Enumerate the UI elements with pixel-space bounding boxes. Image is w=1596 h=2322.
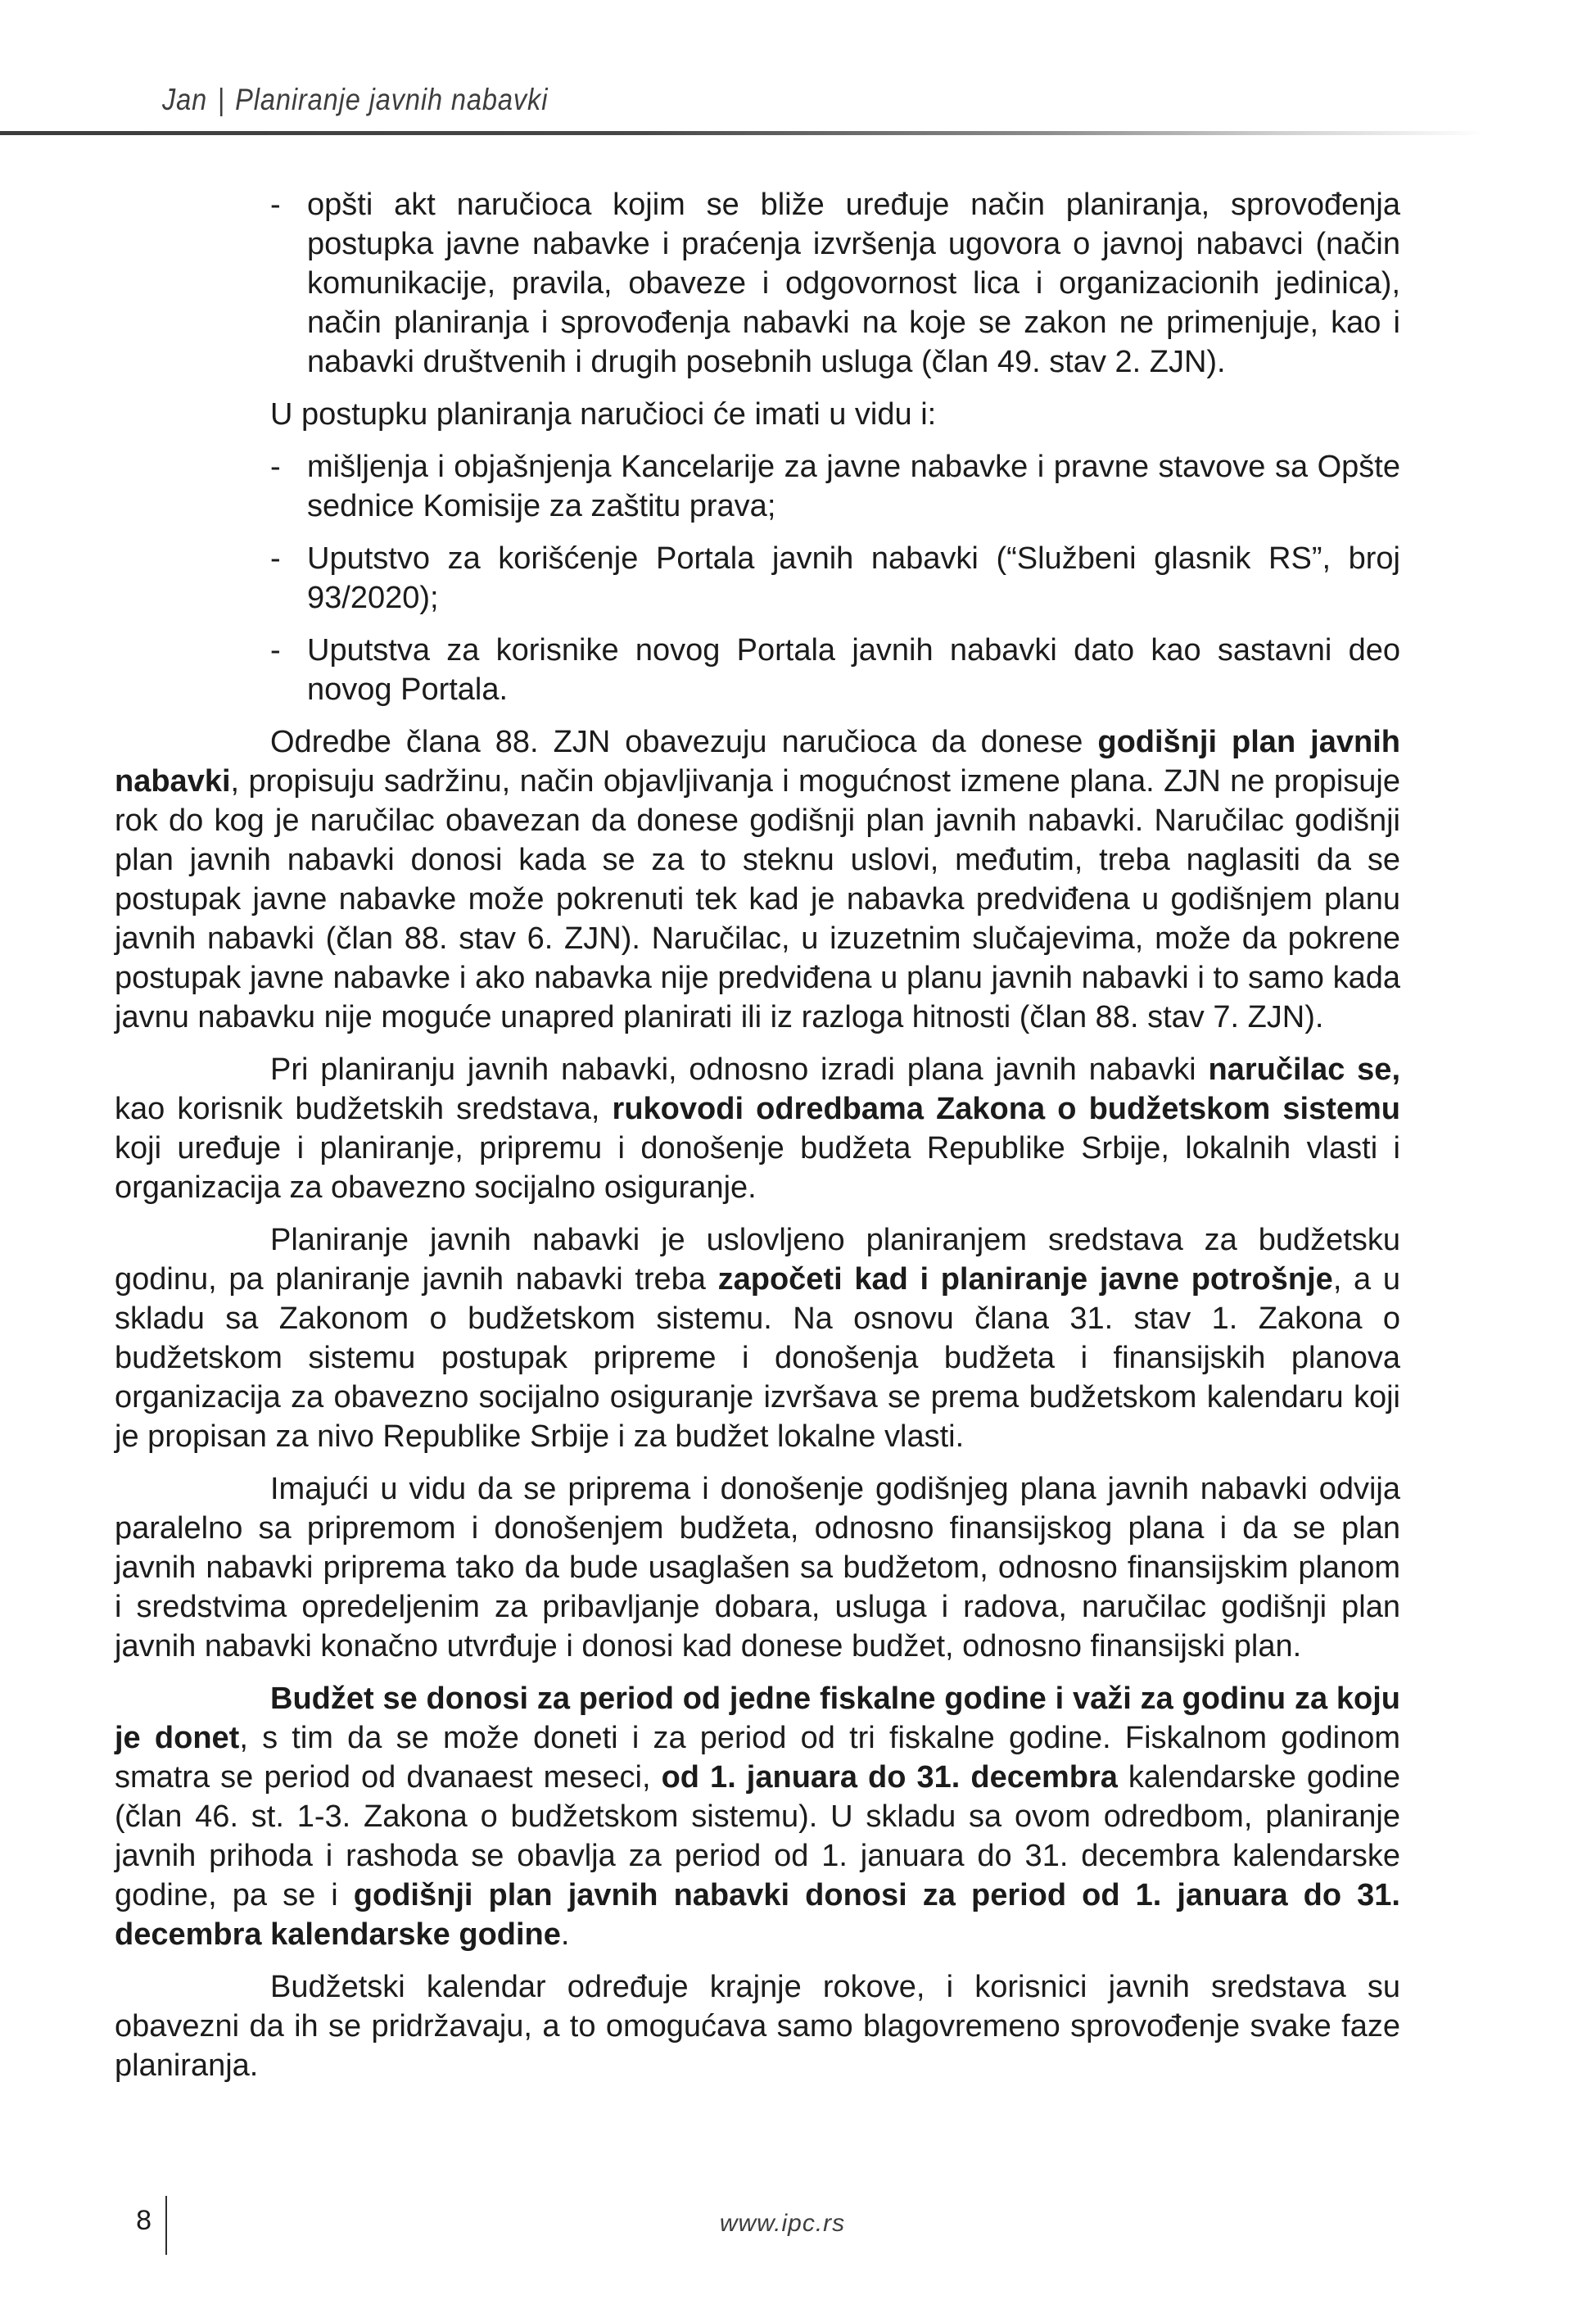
list-item bbox=[115, 185, 1400, 382]
header-separator: | bbox=[217, 83, 225, 116]
paragraph: Budžet se donosi za period od jedne fiskalne godine i važi za godinu za koju je donet, s tim da se može doneti i za period od tri fiskalne godine. Fiskalnom godinom smatra se period od dvanaest meseci, od 1. januara do 31. decembra kalendarske godine (član 46. st. 1-3. Zakona o budžetskom sistemu). U skladu sa ovom odredbom, planiranje javnih prihoda i rashoda se obavlja za period od 1. januara do 31. decembra kalendarske godine, pa se i godišnji plan javnih nabavki donosi za period od 1. januara do 31. decembra kalendarske godine. bbox=[115, 1682, 1400, 1952]
bullet-text: Uputstvo za korišćenje Portala javnih nabavki (“Službeni glasnik RS”, broj 93/2020); bbox=[307, 541, 1400, 615]
bullet-dash: - bbox=[270, 633, 281, 668]
paragraph: Pri planiranju javnih nabavki, odnosno izradi plana javnih nabavki naručilac se, kao korisnik budžetskih sredstava, rukovodi odredbama Zakona o budžetskom sistemu koji uređuje i planiranje, pripremu i donošenje budžeta Republike Srbije, lokalnih vlasti i organizacija za obavezno socijalno osiguranje. bbox=[115, 1052, 1400, 1205]
running-head bbox=[162, 84, 548, 116]
header-rule bbox=[0, 131, 1596, 135]
bullet-dash: - bbox=[270, 541, 281, 576]
page-number: 8 bbox=[136, 2205, 151, 2236]
list-item bbox=[115, 539, 1400, 618]
paragraph: Planiranje javnih nabavki je uslovljeno planiranjem sredstava za budžetsku godinu, pa planiranje javnih nabavki treba započeti kad i planiranje javne potrošnje, a u skladu sa Zakonom o budžetskom sistemu. Na osnovu člana 31. stav 1. Zakona o budžetskom sistemu postupak pripreme i donošenja budžeta i finansijskih planova organizacija za obavezno socijalno osiguranje izvršava se prema budžetskom kalendaru koji je propisan za nivo Republike Srbije i za budžet lokalne vlasti. bbox=[115, 1223, 1400, 1454]
chapter-label: Jan bbox=[162, 83, 208, 116]
bullet-dash: - bbox=[270, 450, 281, 484]
paragraph: Imajući u vidu da se priprema i donošenje godišnjeg plana javnih nabavki odvija paralelno sa pripremom i donošenjem budžeta, odnosno finansijskog plana i da se plan javnih nabavki priprema tako da bude usaglašen sa budžetom, odnosno finansijskim planom i sredstvima opredeljenim za pribavljanje dobara, usluga i radova, naručilac godišnji plan javnih nabavki konačno utvrđuje i donosi kad donese budžet, odnosno finansijski plan. bbox=[115, 1472, 1400, 1663]
bullet-text: Uputstva za korisnike novog Portala javnih nabavki dato kao sastavni deo novog Portala. bbox=[307, 633, 1400, 707]
bullet-text: mišljenja i objašnjenja Kancelarije za javne nabavke i pravne stavove sa Opšte sednice Komisije za zaštitu prava; bbox=[307, 450, 1400, 523]
paragraph: Budžetski kalendar određuje krajnje rokove, i korisnici javnih sredstava su obavezni da ih se pridržavaju, a to omogućava samo blagovremeno sprovođenje svake faze planiranja. bbox=[115, 1970, 1400, 2083]
list-item bbox=[115, 447, 1400, 526]
paragraph-intro: U postupku planiranja naručioci će imati u vidu i: bbox=[270, 397, 937, 432]
bullet-text: opšti akt naručioca kojim se bliže uređuje način planiranja, sprovođenja postupka javne nabavke i praćenja izvršenja ugovora o javnoj nabavci (način komunikacije, pravila, obaveze i odgovornost lica i organizacionih jedinica), način planiranja i sprovođenja nabavki na koje se zakon ne primenjuje, kao i nabavki društvenih i drugih posebnih usluga (član 49. stav 2. ZJN). bbox=[307, 188, 1400, 379]
list-item bbox=[115, 631, 1400, 709]
bullet-dash: - bbox=[270, 188, 281, 222]
website-text: www.ipc.rs bbox=[719, 2210, 846, 2237]
section-title: Planiranje javnih nabavki bbox=[235, 83, 549, 116]
body-text bbox=[115, 185, 1400, 2085]
paragraph: Odredbe člana 88. ZJN obavezuju naručioca da donese godišnji plan javnih nabavki, propisuju sadržinu, način objavljivanja i mogućnost izmene plana. ZJN ne propisuje rok do kog je naručilac obavezan da donese godišnji plan javnih nabavki. Naručilac godišnji plan javnih nabavki donosi kada se za to steknu uslovi, međutim, treba naglasiti da se postupak javne nabavke može pokrenuti tek kad je nabavka predviđena u godišnjem planu javnih nabavki (član 88. stav 6. ZJN). Naručilac, u izuzetnim slučajevima, može da pokrene postupak javne nabavke i ako nabavka nije predviđena u planu javnih nabavki i to samo kada javnu nabavku nije moguće unapred planirati ili iz razloga hitnosti (član 88. stav 7. ZJN). bbox=[115, 725, 1400, 1034]
